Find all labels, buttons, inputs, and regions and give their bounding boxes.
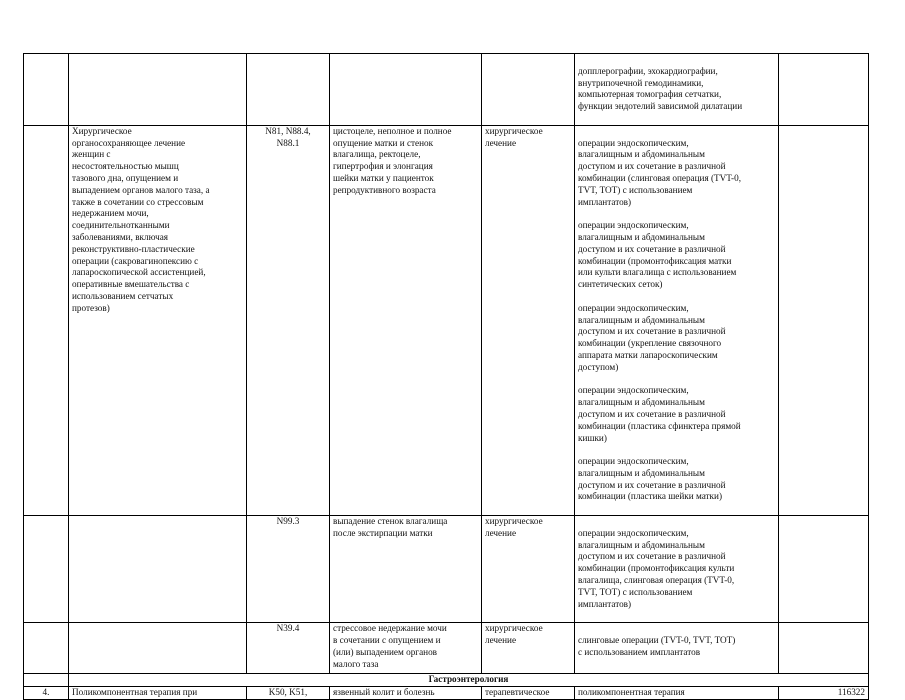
icd-codes-cell: N39.4 bbox=[247, 623, 330, 674]
table-row bbox=[24, 623, 869, 674]
treatment-type-cell: хирургическое лечение bbox=[482, 125, 575, 515]
icd-codes-cell: N81, N88.4, N88.1 bbox=[247, 125, 330, 515]
table-row bbox=[24, 54, 869, 126]
table-row bbox=[24, 125, 869, 515]
row-number bbox=[24, 125, 69, 515]
method-text: операции эндоскопическим, влагалищным и абдоминальным доступом и их сочетание в различной комбинации (пластика сфинктера прямой кишки) bbox=[578, 385, 741, 443]
section-title: Гастроэнтерология bbox=[69, 674, 869, 687]
icd-codes-cell bbox=[247, 54, 330, 126]
care-type-cell: Поликомпонентная терапия при bbox=[69, 687, 247, 700]
treatment-type-cell: хирургическое лечение bbox=[482, 516, 575, 623]
icd-codes-cell: N99.3 bbox=[247, 516, 330, 623]
cost-cell bbox=[779, 54, 869, 126]
treatment-type-cell: терапевтическое bbox=[482, 687, 575, 700]
cost-cell bbox=[779, 125, 869, 515]
method-text: операции эндоскопическим, влагалищным и абдоминальным доступом и их сочетание в различной комбинации (пластика шейки матки) bbox=[578, 456, 726, 502]
care-type-cell: Хирургическое органосохраняющее лечение женщин с несостоятельностью мышц тазового дна, опущением и выпадением органов малого таза, а также в сочетании со стрессовым недержанием мочи, соединительнотканными заболеваниями, включая реконструктивно-пластические операции (сакровагинопексию с лапароскопической ассистенцией, оперативные вмешательства с использованием сетчатых протезов) bbox=[69, 125, 247, 515]
method-text: операции эндоскопическим, влагалищным и абдоминальным доступом и их сочетание в различной комбинации (укрепление связочного аппарата матки лапароскопическим доступом) bbox=[578, 302, 726, 372]
icd-codes-cell: K50, K51, bbox=[247, 687, 330, 700]
cost-cell bbox=[779, 516, 869, 623]
row-number bbox=[24, 623, 69, 674]
section-spacer-cell bbox=[24, 674, 69, 687]
table-row bbox=[24, 687, 869, 700]
care-type-cell bbox=[69, 54, 247, 126]
patient-model-cell: выпадение стенок влагалища после экстирпации матки bbox=[330, 516, 482, 623]
patient-model-cell: цистоцеле, неполное и полное опущение матки и стенок влагалища, ректоцеле, гипертрофия и элонгация шейки матки у пациенток репродуктивного возраста bbox=[330, 125, 482, 515]
treatment-method-cell bbox=[575, 623, 779, 674]
treatment-method-cell: поликомпонентная терапия bbox=[575, 687, 779, 700]
method-text: операции эндоскопическим, влагалищным и абдоминальным доступом и их сочетание в различной комбинации (промонтофиксация матки или культи влагалища с использованием синтетических сеток) bbox=[578, 220, 737, 290]
row-number bbox=[24, 54, 69, 126]
treatment-type-cell bbox=[482, 54, 575, 126]
cost-cell: 116322 bbox=[779, 687, 869, 700]
method-text: допплерографии, эхокардиографии, внутрипочечной гемодинамики, компьютерная томография сетчатки, функции эндотелий зависимой дилатации bbox=[578, 65, 743, 112]
treatment-method-cell bbox=[575, 516, 779, 623]
cost-cell bbox=[779, 623, 869, 674]
care-type-cell bbox=[69, 623, 247, 674]
patient-model-cell: стрессовое недержание мочи в сочетании с опущением и (или) выпадением органов малого таза bbox=[330, 623, 482, 674]
row-number: 4. bbox=[24, 687, 69, 700]
method-text: операции эндоскопическим, влагалищным и абдоминальным доступом и их сочетание в различной комбинации (промонтофиксация культи влагалища, слинговая операция (TVT-0, TVT, TOT) с использованием имплантатов) bbox=[578, 527, 735, 609]
treatment-method-cell bbox=[575, 54, 779, 126]
row-number bbox=[24, 516, 69, 623]
method-text: слинговые операции (TVT-0, TVT, TOT) с использованием имплантатов bbox=[578, 635, 736, 657]
table-row bbox=[24, 516, 869, 623]
patient-model-cell: язвенный колит и болезнь bbox=[330, 687, 482, 700]
treatment-method-cell bbox=[575, 125, 779, 515]
section-heading-row bbox=[24, 674, 869, 687]
method-text: операции эндоскопическим, влагалищным и абдоминальным доступом и их сочетание в различной комбинации (слинговая операция (TVT-0, TVT, TOT) с использованием имплантатов) bbox=[578, 137, 742, 207]
treatment-type-cell: хирургическое лечение bbox=[482, 623, 575, 674]
care-type-cell bbox=[69, 516, 247, 623]
patient-model-cell bbox=[330, 54, 482, 126]
medical-care-table bbox=[23, 53, 869, 700]
document-page bbox=[23, 53, 869, 700]
